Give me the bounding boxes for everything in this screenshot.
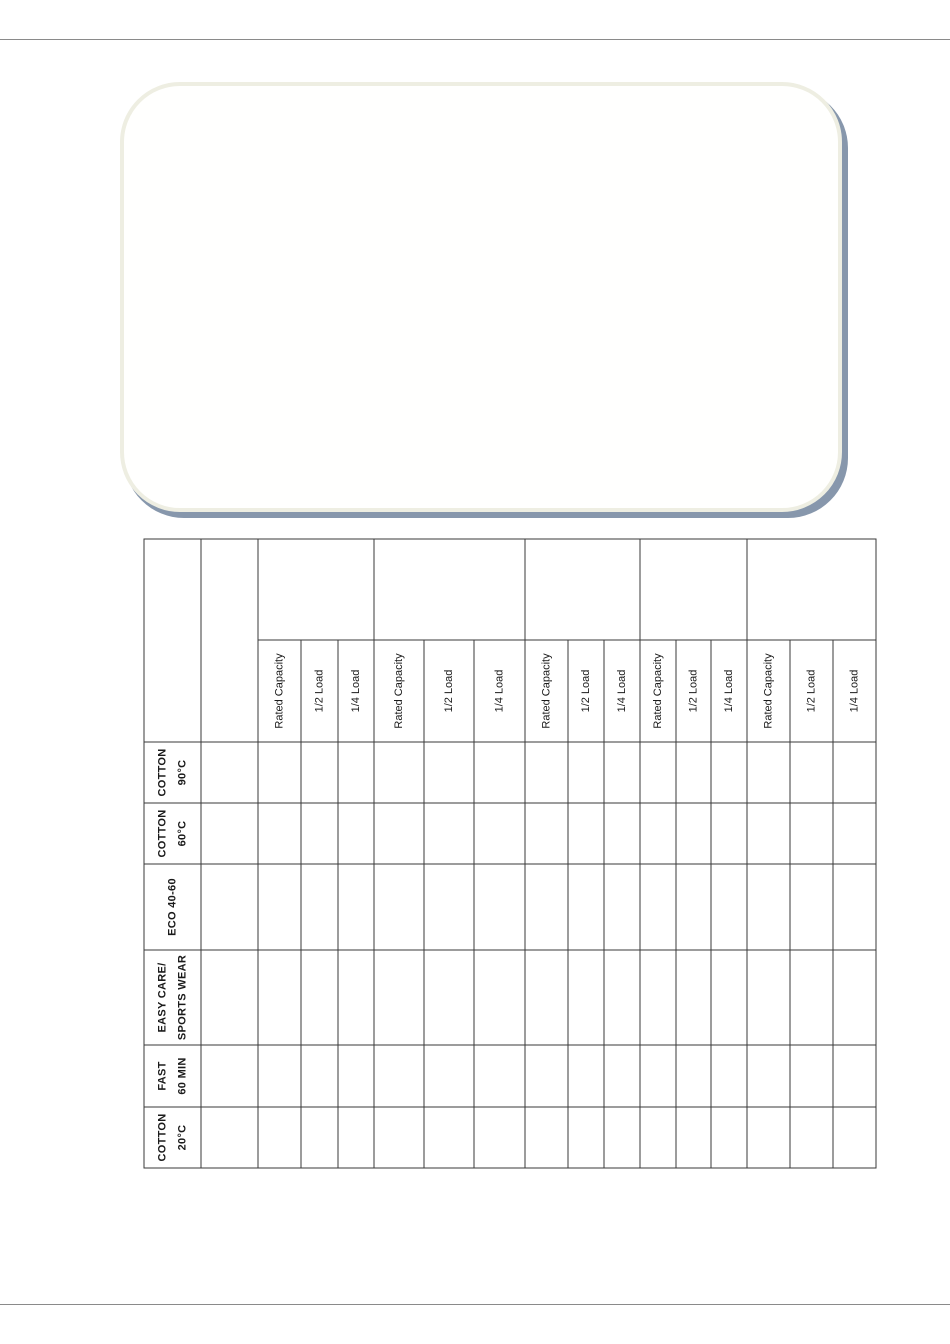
footer-rule	[0, 1304, 950, 1305]
program-label	[157, 1057, 189, 1094]
sub-column-label: 1/4 Load	[350, 669, 362, 713]
program-label-line: COTTON	[156, 748, 169, 797]
program-label-line: COTTON	[156, 1113, 169, 1162]
sub-column-label: Rated Capacity	[652, 653, 664, 729]
program-label-line: 60 MIN	[176, 1057, 189, 1095]
sub-column-label: 1/4 Load	[723, 669, 735, 713]
sub-column-label: 1/2 Load	[313, 669, 326, 713]
program-label	[157, 748, 189, 796]
table-border	[144, 539, 876, 1168]
sub-column-label: Rated Capacity	[393, 653, 405, 729]
program-label-line: COTTON	[156, 809, 169, 858]
sub-column-label: 1/4 Load	[493, 669, 506, 713]
sub-column-label: 1/2 Load	[805, 669, 818, 713]
program-label-line: 60°C	[176, 820, 189, 847]
sub-column-label: 1/2 Load	[580, 669, 592, 713]
sub-column-label: 1/2 Load	[687, 669, 700, 713]
sub-column-label: 1/4 Load	[616, 669, 628, 713]
sub-column-label: 1/2 Load	[443, 669, 455, 713]
sub-column-label: Rated Capacity	[540, 653, 553, 729]
program-label-line: SPORTS WEAR	[176, 954, 189, 1041]
program-label-line: FAST	[156, 1061, 169, 1091]
program-label-line: 20°C	[176, 1124, 189, 1151]
program-label	[157, 955, 189, 1040]
program-label-line: EASY CARE/	[156, 962, 169, 1033]
sub-column-label: Rated Capacity	[273, 653, 286, 729]
program-label	[157, 809, 189, 857]
program-label	[167, 878, 179, 936]
sub-column-label: 1/4 Load	[848, 669, 861, 713]
program-label-line: 90°C	[176, 759, 189, 786]
program-label	[157, 1113, 189, 1161]
program-label-line: ECO 40-60	[166, 878, 179, 936]
sub-column-label: Rated Capacity	[762, 653, 775, 729]
